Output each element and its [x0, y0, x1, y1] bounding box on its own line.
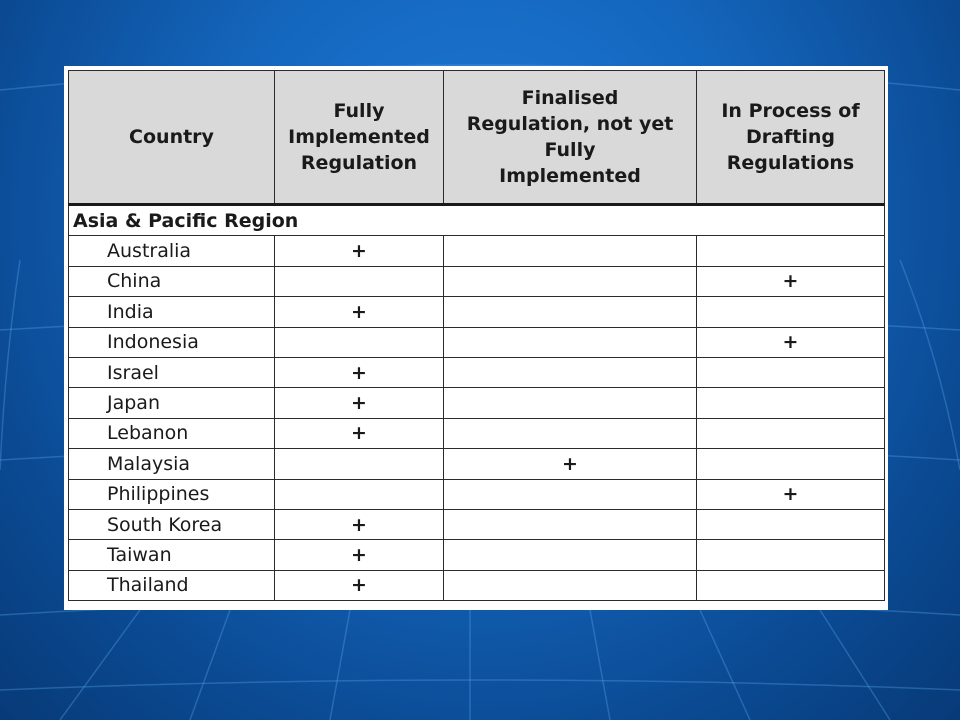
table-row — [69, 418, 885, 448]
finalised-cell — [444, 297, 697, 327]
finalised-cell — [444, 479, 697, 509]
drafting-cell — [697, 357, 885, 387]
country-cell: South Korea — [69, 509, 275, 539]
drafting-cell: + — [697, 327, 885, 357]
drafting-cell — [697, 388, 885, 418]
finalised-cell — [444, 388, 697, 418]
drafting-cell — [697, 570, 885, 600]
country-cell: Thailand — [69, 570, 275, 600]
country-cell: Japan — [69, 388, 275, 418]
finalised-cell — [444, 509, 697, 539]
country-cell: Australia — [69, 236, 275, 266]
table-row — [69, 297, 885, 327]
header-fully-implemented: Fully Implemented Regulation — [275, 71, 444, 205]
country-cell: China — [69, 266, 275, 296]
finalised-cell — [444, 357, 697, 387]
fully-implemented-cell: + — [275, 236, 444, 266]
drafting-cell — [697, 509, 885, 539]
drafting-cell — [697, 449, 885, 479]
table-row — [69, 509, 885, 539]
finalised-cell: + — [444, 449, 697, 479]
fully-implemented-cell — [275, 266, 444, 296]
fully-implemented-cell — [275, 449, 444, 479]
table-row — [69, 266, 885, 296]
country-cell: Taiwan — [69, 540, 275, 570]
drafting-cell — [697, 236, 885, 266]
country-cell: Lebanon — [69, 418, 275, 448]
table-row — [69, 570, 885, 600]
drafting-cell — [697, 297, 885, 327]
country-cell: Indonesia — [69, 327, 275, 357]
finalised-cell — [444, 418, 697, 448]
table-row — [69, 449, 885, 479]
region-label: Asia & Pacific Region — [69, 205, 885, 236]
country-cell: Philippines — [69, 479, 275, 509]
table-row — [69, 357, 885, 387]
table-row — [69, 327, 885, 357]
header-finalised-not-implemented: Finalised Regulation, not yet Fully Implemented — [444, 71, 697, 205]
finalised-cell — [444, 327, 697, 357]
fully-implemented-cell: + — [275, 570, 444, 600]
table-row — [69, 540, 885, 570]
finalised-cell — [444, 540, 697, 570]
fully-implemented-cell: + — [275, 509, 444, 539]
drafting-cell — [697, 418, 885, 448]
header-row — [69, 71, 885, 205]
drafting-cell: + — [697, 266, 885, 296]
table-row — [69, 388, 885, 418]
header-country: Country — [69, 71, 275, 205]
country-cell: India — [69, 297, 275, 327]
fully-implemented-cell: + — [275, 418, 444, 448]
fully-implemented-cell: + — [275, 540, 444, 570]
fully-implemented-cell: + — [275, 388, 444, 418]
finalised-cell — [444, 266, 697, 296]
country-cell: Malaysia — [69, 449, 275, 479]
finalised-cell — [444, 570, 697, 600]
fully-implemented-cell: + — [275, 297, 444, 327]
header-drafting: In Process of Drafting Regulations — [697, 71, 885, 205]
regulation-table-panel — [64, 66, 888, 610]
drafting-cell: + — [697, 479, 885, 509]
fully-implemented-cell — [275, 479, 444, 509]
country-cell: Israel — [69, 357, 275, 387]
region-row — [69, 205, 885, 236]
table-row — [69, 479, 885, 509]
finalised-cell — [444, 236, 697, 266]
regulation-table — [68, 70, 885, 601]
drafting-cell — [697, 540, 885, 570]
fully-implemented-cell — [275, 327, 444, 357]
table-row — [69, 236, 885, 266]
fully-implemented-cell: + — [275, 357, 444, 387]
